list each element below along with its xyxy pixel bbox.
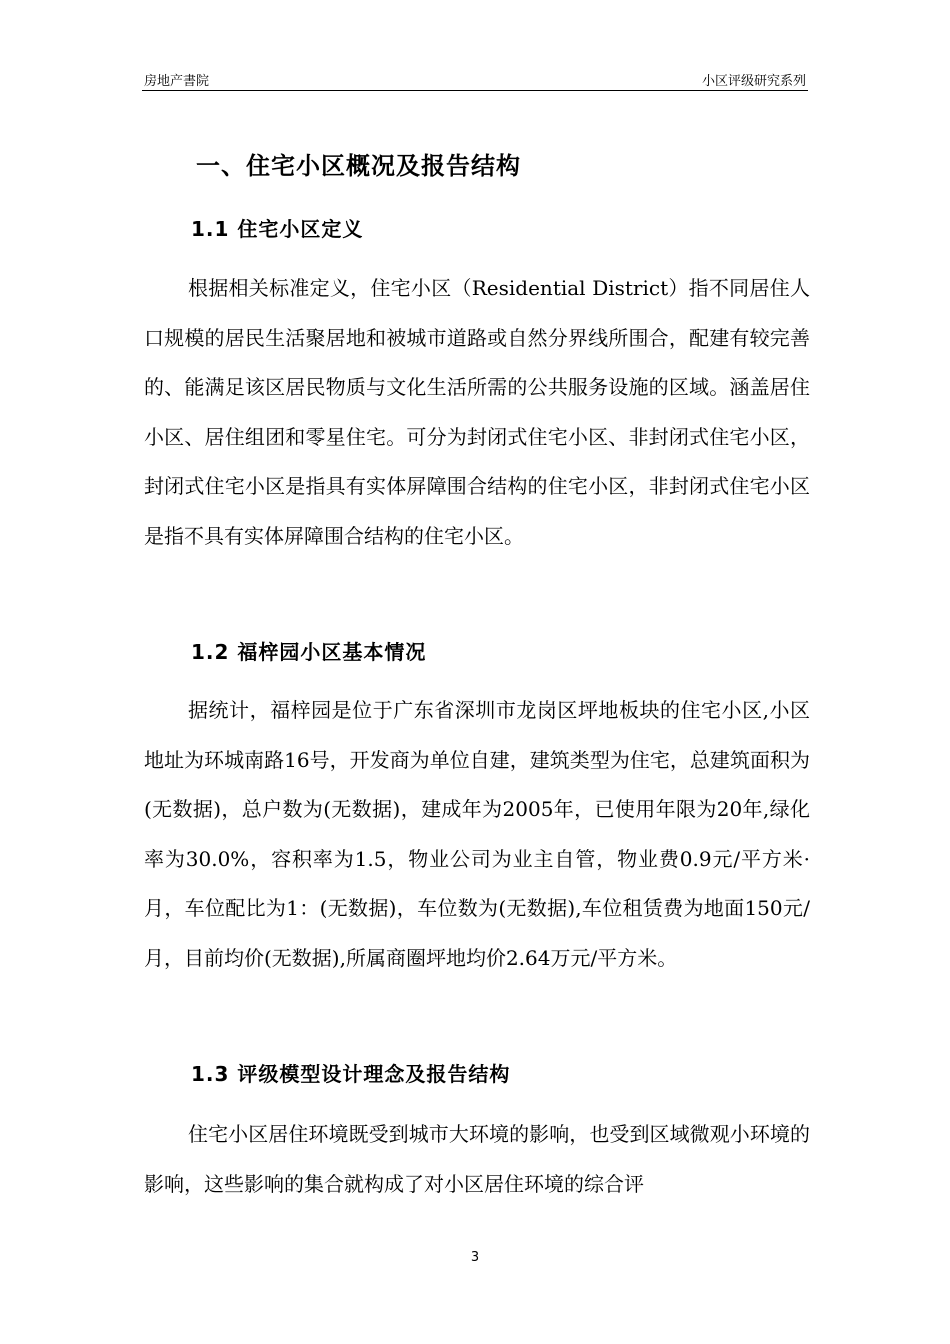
page-number: 3 (470, 1250, 480, 1265)
page-header-right: 小区评级研究系列 (701, 74, 806, 89)
page-header-left: 房地产書院 (144, 74, 210, 89)
paragraph-residential-definition: 根据相关标准定义，住宅小区（Residential District）指不同居住人口规模的居民生活聚居地和被城市道路或自然分界线所围合，配建有较完善的、能满足该区居民物质与文化生活所需的公共服务设施的区域。涵盖居住小区、居住组团和零星住宅。可分为封闭式住宅小区、非封闭式住宅小区，封闭式住宅小区是指具有实体屏障围合结构的住宅小区，非封闭式住宅小区是指不具有实体屏障围合结构的住宅小区。 (144, 276, 810, 548)
subsection-title-1-3: 1.3 评级模型设计理念及报告结构 (191, 1062, 511, 1086)
paragraph-rating-model: 住宅小区居住环境既受到城市大环境的影响，也受到区域微观小环境的影响，这些影响的集合就构成了对小区居住环境的综合评 (144, 1122, 810, 1196)
section-title: 一、住宅小区概况及报告结构 (196, 152, 521, 180)
subsection-title-1-2: 1.2 福梓园小区基本情况 (191, 640, 427, 664)
subsection-title-1-1: 1.1 住宅小区定义 (191, 217, 364, 241)
paragraph-fuziyuan-overview: 据统计，福梓园是位于广东省深圳市龙岗区坪地板块的住宅小区,小区地址为环城南路16号，开发商为单位自建，建筑类型为住宅，总建筑面积为(无数据)，总户数为(无数据)，建成年为2005年，已使用年限为20年,绿化率为30.0%，容积率为1.5，物业公司为业主自管，物业费0.9元/平方米·月，车位配比为1：(无数据)，车位数为(无数据),车位租赁费为地面150元/月，目前均价(无数据),所属商圈坪地均价2.64万元/平方米。 (144, 698, 810, 970)
header-divider (142, 90, 808, 91)
